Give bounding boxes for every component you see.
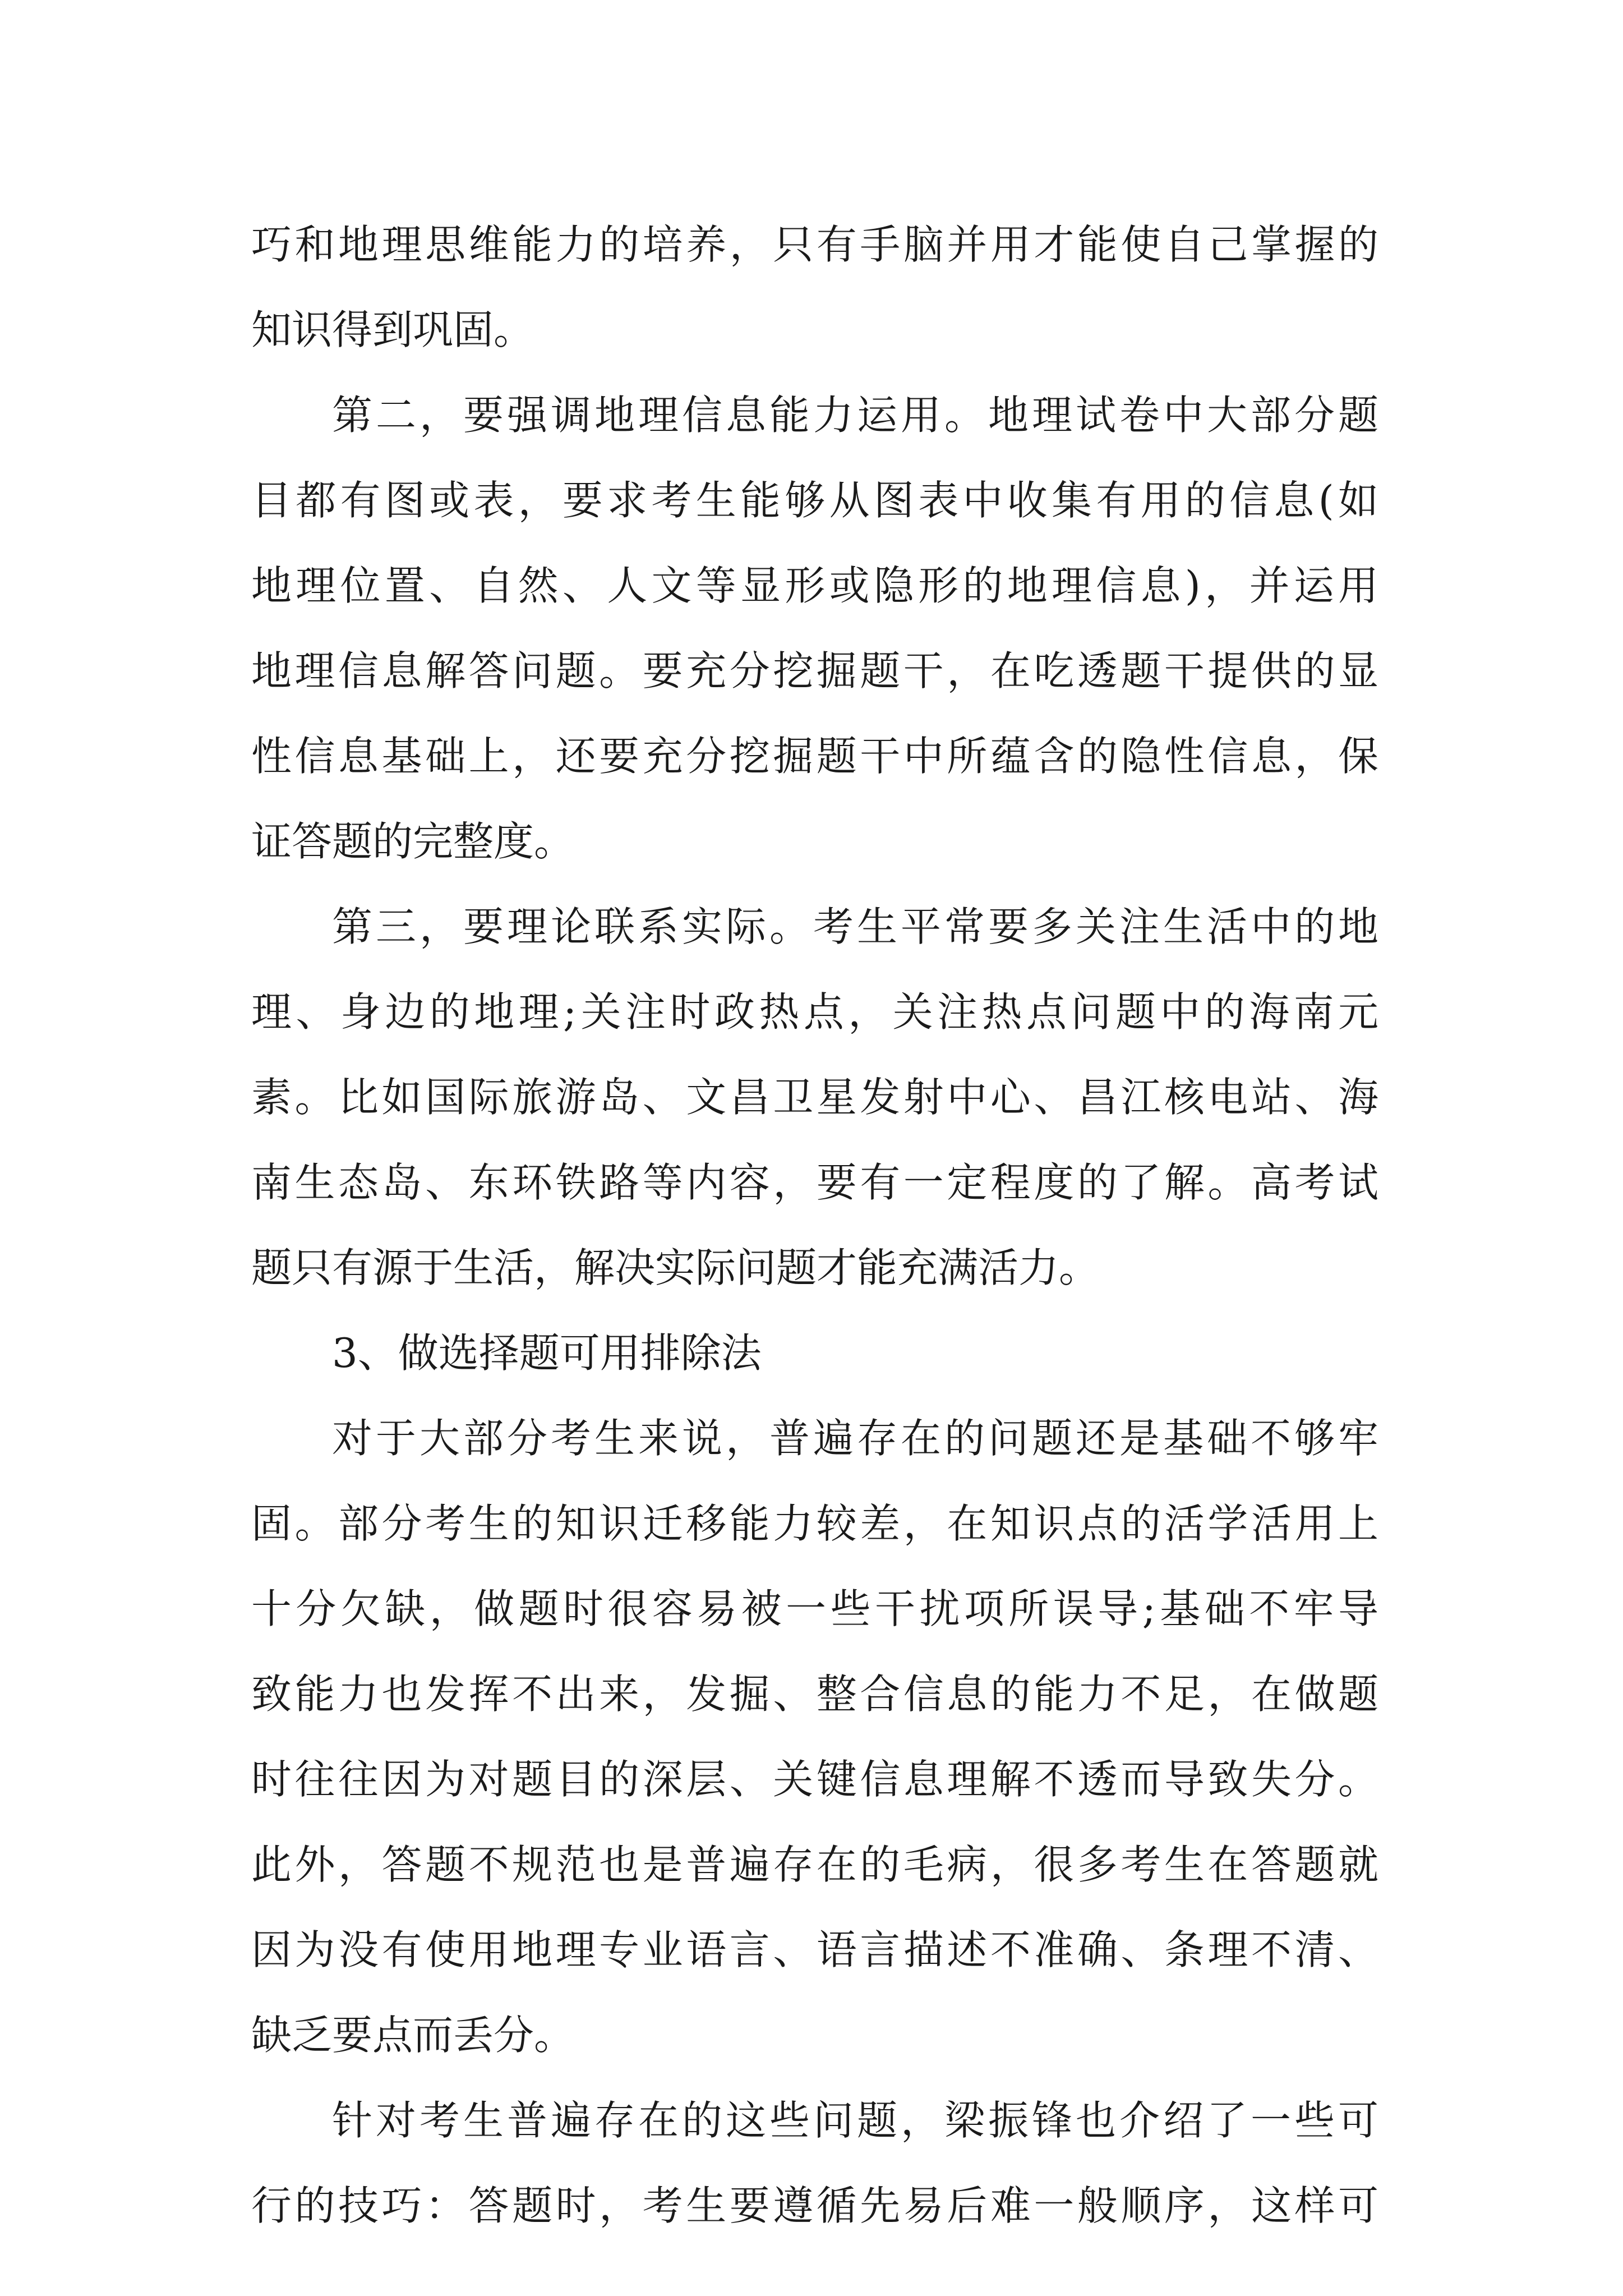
text-line: 目都有图或表，要求考生能够从图表中收集有用的信息(如 [251,477,1378,524]
text-line: 题只有源于生活，解决实际问题才能充满活力。 [251,1244,1100,1291]
text-line: 地理位置、自然、人文等显形或隐形的地理信息)，并运用 [251,562,1378,609]
text-line: 第三，要理论联系实际。考生平常要多关注生活中的地 [332,903,1378,950]
text-line: 因为没有使用地理专业语言、语言描述不准确、条理不清、 [251,1926,1378,1973]
text-line: 第二，要强调地理信息能力运用。地理试卷中大部分题 [332,392,1378,439]
text-line: 南生态岛、东环铁路等内容，要有一定程度的了解。高考试 [251,1159,1378,1206]
text-line: 性信息基础上，还要充分挖掘题干中所蕴含的隐性信息，保 [251,733,1378,780]
text-line: 地理信息解答问题。要充分挖掘题干，在吃透题干提供的显 [251,647,1378,694]
text-line: 此外，答题不规范也是普遍存在的毛病，很多考生在答题就 [251,1841,1378,1888]
text-line: 缺乏要点而丢分。 [251,2012,575,2059]
text-line: 巧和地理思维能力的培养，只有手脑并用才能使自己掌握的 [251,221,1378,268]
text-line: 理、身边的地理;关注时政热点，关注热点问题中的海南元 [251,988,1378,1036]
text-line: 固。部分考生的知识迁移能力较差，在知识点的活学活用上 [251,1500,1378,1547]
text-line: 针对考生普遍存在的这些问题，梁振锋也介绍了一些可 [332,2097,1378,2144]
text-line: 对于大部分考生来说，普遍存在的问题还是基础不够牢 [332,1415,1378,1462]
text-line: 知识得到巩固。 [251,306,534,353]
text-line: 时往往因为对题目的深层、关键信息理解不透而导致失分。 [251,1756,1378,1803]
document-body [251,202,1378,2248]
text-line: 证答题的完整度。 [251,818,575,865]
text-line: 行的技巧：答题时，考生要遵循先易后难一般顺序，这样可 [251,2182,1378,2229]
text-line: 素。比如国际旅游岛、文昌卫星发射中心、昌江核电站、海 [251,1074,1378,1121]
text-line: 致能力也发挥不出来，发掘、整合信息的能力不足，在做题 [251,1671,1378,1718]
text-line: 十分欠缺，做题时很容易被一些干扰项所误导;基础不牢导 [251,1585,1378,1632]
text-line: 3、做选择题可用排除法 [332,1329,762,1377]
